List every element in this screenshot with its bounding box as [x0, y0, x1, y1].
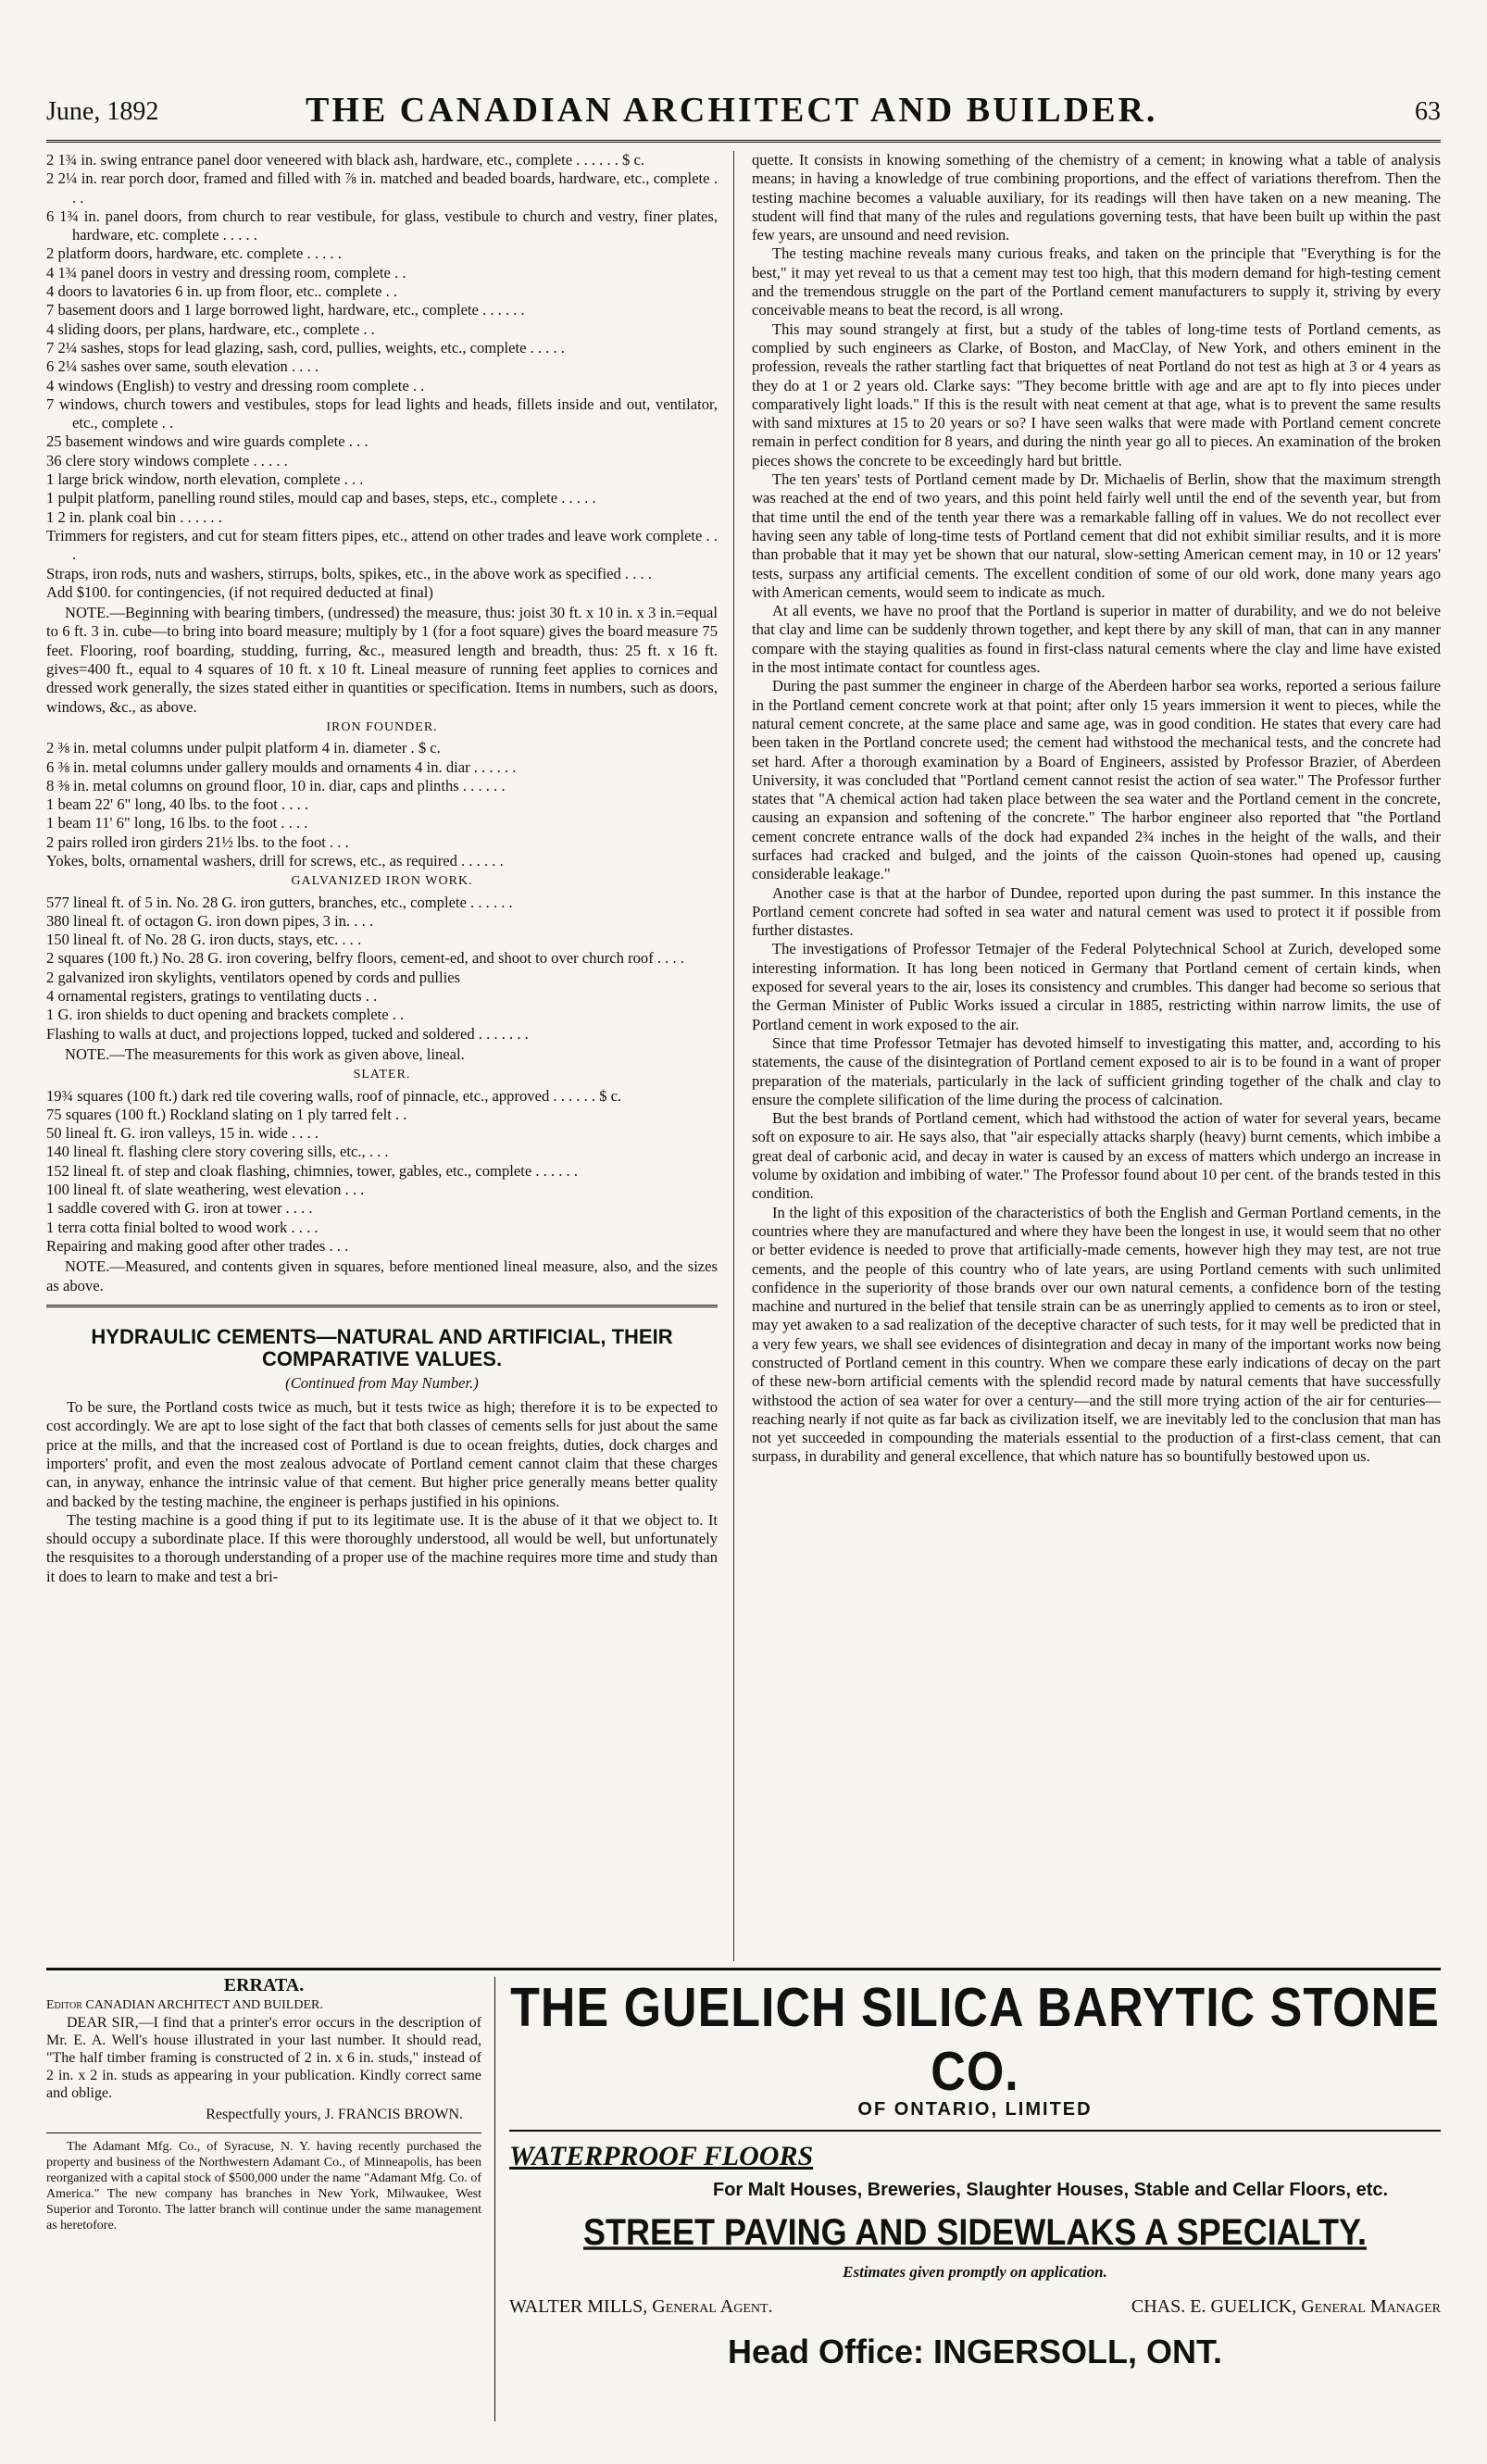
spec-line: 380 lineal ft. of octagon G. iron down pipes, 3 in. . . . [46, 911, 374, 930]
ad-rule [509, 2130, 1441, 2132]
spec-line: 6 2¼ sashes over same, south elevation . . . . [46, 357, 319, 376]
spec-line: 2 galvanized iron skylights, ventilators opened by cords and pullies [46, 968, 461, 986]
errata-editor: Editor CANADIAN ARCHITECT AND BUILDER. [46, 1998, 323, 2012]
ad-uses: For Malt Houses, Breweries, Slaughter Houses, Stable and Cellar Floors, etc. [713, 2180, 1389, 2200]
article-paragraph: The testing machine is a good thing if put to its legitimate use. It is the abuse of it that we object to. It should occupy a subordinate place. If this were thoroughly understood, all would be well, but unfortunately the resquisites to a thorough understanding of a proper use of the machine requires more time and study than it does to learn to make and test a bri- [46, 1510, 718, 1585]
article-paragraph: At all events, we have no proof that the Portland is superior in matter of durability, and we do not beleive that clay and lime can be suddenly thrown together, and kept there by any skill of man, that can in any manner compare with the staying qualities as found in first-class natural cements where the clay and lime have existed in the most intimate contact for countless ages. [752, 602, 1441, 677]
spec-line: 2 pairs rolled iron girders 21½ lbs. to the foot . . . [46, 832, 349, 851]
guelich-advertisement [509, 1977, 1441, 2421]
ad-company-name: THE GUELICH SILICA BARYTIC STONE CO. [510, 1977, 1440, 2103]
spec-line: Repairing and making good after other trades . . . [46, 1236, 349, 1255]
spec-line: 6 ⅜ in. metal columns under gallery moulds and ornaments 4 in. diar . . . . . . [46, 757, 517, 776]
page-header [46, 88, 1441, 144]
article-paragraph: To be sure, the Portland costs twice as much, but it tests twice as high; therefore it is to be expected to cost accordingly. We are apt to lose sight of the fact that both classes of cements sells for just about the same price at the mills, and that the increased cost of Portland is due to ocean freights, duties, dock charges and importers' profit, and even the most zealous advocate of Portland cement cannot claim that these charges can, in anyway, enhance the intrinsic value of that cement. But higher price generally means better quality and backed by the testing machine, the engineer is perhaps justified in his opinions. [46, 1398, 718, 1510]
spec-line: 75 squares (100 ft.) Rockland slating on 1 ply tarred felt . . [46, 1105, 407, 1123]
spec-line: 1 beam 11' 6" long, 16 lbs. to the foot . . . . [46, 814, 308, 832]
right-column [752, 151, 1441, 1961]
ad-street-paving: STREET PAVING AND SIDEWLAKS A SPECIALTY. [582, 2210, 1368, 2253]
spec-line: 2 2¼ in. rear porch door, framed and filled with ⅞ in. matched and beaded boards, hardware, etc., complete . . . [46, 169, 718, 206]
bottom-rule [46, 1968, 1441, 1970]
spec-line: 4 sliding doors, per plans, hardware, etc., complete . . [46, 319, 375, 338]
spec-line: 1 G. iron shields to duct opening and brackets complete . . [46, 1006, 405, 1024]
ad-waterproof-floors: WATERPROOF FLOORS [509, 2141, 814, 2171]
iron-founder-heading: IRON FOUNDER. [326, 719, 438, 734]
spec-line: 7 basement doors and 1 large borrowed light, hardware, etc., complete . . . . . . [46, 301, 525, 319]
galvanized-note: NOTE.—The measurements for this work as given above, lineal. [65, 1044, 465, 1063]
spec-line: 50 lineal ft. G. iron valleys, 15 in. wide . . . . [46, 1124, 319, 1143]
spec-line: 25 basement windows and wire guards complete . . . [46, 432, 369, 451]
article-paragraph: The investigations of Professor Tetmajer of the Federal Polytechnical School at Zurich, developed some interesting information. It has long been noticed in Germany that Portland cement of certain kinds, when exposed for several years to the air, loses its consistency and crumbles. This danger had become so serious that the German Minister of Public Works issued a circular in 1885, restricting within narrow limits, the use of Portland cement in work exposed to the air. [752, 940, 1441, 1033]
article-paragraph: During the past summer the engineer in charge of the Aberdeen harbor sea works, reported a serious failure in the Portland cement concrete work at that point; after only 15 years immersion it went to pieces, while the natural cement concrete, at the same place and same age, was in good condition. He states that every care had been taken in the Portland concrete used; the cement had withstood the mechanical tests, and the concrete had set hard. After a thorough examination by a Board of Engineers, assisted by Professor Brazier, of Aberdeen University, it was concluded that "Portland cement cannot resist the action of sea water." The Professor further states that "A chemical action had taken place between the sea water and the Portland cement in the concrete, causing an expansion and softening of the concrete." The harbor engineer also reported that "the Portland cement concrete entrance walls of the dock had expanded 2¾ inches in the height of the walls, and their surfaces had cracked and bulged, and the joints of the caisson Quoin-stones had opened up, causing considerable leakage." [752, 677, 1441, 883]
ad-agents [509, 2296, 1441, 2318]
spec-line: Trimmers for registers, and cut for steam fitters pipes, etc., attend on other trades and leave work complete . . . [46, 526, 718, 564]
carpentry-note: NOTE.—Beginning with bearing timbers, (undressed) the measure, thus: joist 30 ft. x 10 in. x 3 in.=equal to 6 ft. 3 in. cube—to bring into board measure; multiply by 1 (for a foot square) gives the board measure 75 feet. Flooring, roof boarding, studding, furring, &c., measured length and breadth, thus: 25 ft. x 16 ft. gives=400 ft., equal to 4 squares of 10 ft. x 10 ft. Lineal measure of running feet applies to cornices and dressed work generally, the sizes stated either in quantities or specification. Items in numbers, such as doors, windows, &c., as above. [46, 604, 718, 716]
left-column [46, 151, 718, 1961]
spec-line: 1 terra cotta finial bolted to wood work . . . . [46, 1218, 319, 1236]
article-subtitle: (Continued from May Number.) [285, 1373, 479, 1392]
spec-line: 2 1¾ in. swing entrance panel door veneered with black ash, hardware, etc., complete . . . . . . $ c. [46, 151, 645, 169]
spec-line: 100 lineal ft. of slate weathering, west elevation . . . [46, 1181, 365, 1199]
slater-note: NOTE.—Measured, and contents given in squares, before mentioned lineal measure, also, and the sizes as above. [46, 1257, 718, 1295]
spec-line: 2 ⅜ in. metal columns under pulpit platform 4 in. diameter . $ c. [46, 739, 441, 757]
spec-line: 1 saddle covered with G. iron at tower . . . . [46, 1199, 313, 1218]
spec-line: Add $100. for contingencies, (if not required deducted at final) [46, 582, 433, 601]
article-paragraph: Since that time Professor Tetmajer has devoted himself to investigating this matter, and, according to his statements, the cause of the disintegration of Portland cement exposed to air is to be found in a want of proper preparation of the materials, particularly in the lack of sufficient grinding together of the chalk and clay to ensure the complete silification of the lime during the process of calcination. [752, 1033, 1441, 1108]
spec-line: 2 platform doors, hardware, etc. complete . . . . . [46, 244, 342, 263]
spec-line: 19¾ squares (100 ft.) dark red tile covering walls, roof of pinnacle, etc., approved . . . . . . $ c. [46, 1086, 622, 1105]
publication-title: THE CANADIAN ARCHITECT AND BUILDER. [306, 91, 1158, 130]
newspaper-page [46, 88, 1441, 2431]
spec-line: 4 1¾ panel doors in vestry and dressing room, complete . . [46, 263, 406, 281]
adamant-notice: The Adamant Mfg. Co., of Syracuse, N. Y. having recently purchased the property and business of the Northwestern Adamant Co., of Minneapolis, has been reorganized with a capital stock of $500,000 under the name "Adamant Mfg. Co. of America." The new company has branches in New York, Milwaukee, West Superior and Toronto. The latter branch will continue under the same management as heretofore. [46, 2140, 481, 2233]
article-paragraph: The ten years' tests of Portland cement made by Dr. Michaelis of Berlin, show that the maximum strength was reached at the end of two years, and this point held fairly well until the end of the seventh year, but from that time until the end of the tenth year there was a remarkable falling off in values. We do not recollect ever having seen any table of long-time tests of Portland cement that did not exhibit similiar results, and it is more than probable that it may yet be shown that our natural, slow-setting American cement may, in 10 or 12 years' tests, surpass any artificial cements. The excellent condition of some of our old work, done many years ago with American cements, would seem to indicate as much. [752, 470, 1441, 601]
slater-heading: SLATER. [353, 1068, 411, 1082]
spec-line: Straps, iron rods, nuts and washers, stirrups, bolts, spikes, etc., in the above work as specified . . . . [46, 564, 652, 582]
spec-line: 4 doors to lavatories 6 in. up from floor, etc.. complete . . [46, 282, 398, 301]
spec-line: 1 large brick window, north elevation, complete . . . [46, 470, 364, 489]
spec-line: 1 beam 22' 6" long, 40 lbs. to the foot . . . . [46, 795, 309, 814]
errata-title: ERRATA. [223, 1975, 305, 1995]
errata-body: DEAR SIR,—I find that a printer's error occurs in the description of Mr. E. A. Well's house illustrated in your last number. It should read, "The half timber framing is constructed of 2 in. x 6 in. studs," instead of 2 in. x 2 in. studs as appearing in your publication. Kindly correct same and oblige. [46, 2015, 481, 2101]
header-rule [46, 140, 1441, 143]
slater-spec-list [46, 1087, 718, 1257]
spec-line: 36 clere story windows complete . . . . . [46, 451, 288, 469]
spec-line: 4 windows (English) to vestry and dressing room complete . . [46, 376, 425, 394]
ad-divider [494, 1977, 495, 2421]
column-divider [733, 151, 734, 1961]
spec-line: 4 ornamental registers, gratings to ventilating ducts . . [46, 987, 378, 1006]
spec-line: 7 2¼ sashes, stops for lead glazing, sash, cord, pullies, weights, etc., complete . . . . . [46, 338, 565, 356]
errata-box [46, 1977, 481, 2421]
article-paragraph: In the light of this exposition of the characteristics of both the English and German Portland cements, in the countries where they are manufactured and where they have been the longest in use, it would seem that no other or better evidence is needed to prove that artificially-made cements, however high they may test, are not true cements, and the people of this country who of late years, are using Portland cements with such unlimited confidence in the superiority of those brands over our own natural cements, a confidence born of the testing machine and nurtured in the belief that tensile strain can be as unerringly applied to cements as to iron or steel, may yet awaken to a sad realization of the deceptive character of such tests, for it may well be predicted that in a very few years, we shall see evidences of disintegration and decay in many of the important works now being constructed of Portland cement in this country. When we compare these early indications of decay on the part of these new-born artificial cements with the splendid record made by natural cements that have successfully withstood the action of sea water for over a century—and the still more trying action of the air for centuries—reaching nearly if not quite as far back as civilization itself, we are inevitably led to the conclusion that man has not yet succeeded in compounding the materials essential to the production of a first-class cement, that can surpass, in durability and general excellence, that which nature has so bountifully bestowed upon us. [752, 1203, 1441, 1466]
section-rule [46, 1305, 718, 1307]
page-number: 63 [1415, 97, 1441, 126]
ad-head-office: Head Office: INGERSOLL, ONT. [727, 2333, 1223, 2370]
spec-line: 7 windows, church towers and vestibules, stops for lead lights and heads, fillets inside and out, ventilator, etc., complete . . [46, 394, 718, 432]
ad-estimates: Estimates given promptly on application. [843, 2263, 1107, 2281]
spec-line: 8 ⅜ in. metal columns on ground floor, 10 in. diar, caps and plinths . . . . . . [46, 776, 506, 794]
article-paragraph: The testing machine reveals many curious freaks, and taken on the principle that "Everything is for the best," it may yet reveal to us that a cement may test too high, that this modern demand for high-testing cement and the tremendous struggle on the part of the Portland cement manufacturers to supply it, striving by every conceivable means to beat the record, is all wrong. [752, 244, 1441, 319]
errata-signature: Respectfully yours, J. FRANCIS BROWN. [206, 2107, 463, 2122]
spec-line: 577 lineal ft. of 5 in. No. 28 G. iron gutters, branches, etc., complete . . . . . . [46, 893, 513, 911]
spec-line: Yokes, bolts, ornamental washers, drill for screws, etc., as required . . . . . . [46, 851, 504, 869]
spec-line: 152 lineal ft. of step and cloak flashing, chimnies, tower, gables, etc., complete . . . . . . [46, 1161, 578, 1180]
spec-line: 1 pulpit platform, panelling round stiles, mould cap and bases, steps, etc., complete . . . . . [46, 489, 596, 507]
galvanized-iron-heading: GALVANIZED IRON WORK. [291, 874, 473, 889]
ad-general-agent: WALTER MILLS, General Agent. [509, 2296, 773, 2317]
galvanized-spec-list [46, 894, 718, 1044]
issue-date: June, 1892 [46, 97, 159, 126]
iron-spec-list [46, 739, 718, 870]
spec-line: Flashing to walls at duct, and projections lopped, tucked and soldered . . . . . . . [46, 1024, 529, 1043]
spec-line: 1 2 in. plank coal bin . . . . . . [46, 507, 222, 526]
spec-line: 140 lineal ft. flashing clere story covering sills, etc., . . . [46, 1143, 389, 1161]
article-paragraph: This may sound strangely at first, but a study of the tables of long-time tests of Portland cements, as complied by such engineers as Clarke, of Boston, and MacClay, of New York, and others eminent in the profession, reveals the rather startling fact that briquettes of neat Portland do not test as high at 3 or 4 years as they do at 1 or 2 years old. Clarke says: "They become brittle with age and are apt to fly into pieces under comparatively light loads." If this is the result with neat cement at that age, what is to prevent the same results with sand mixtures at 15 to 20 years or so? I have seen walks that were made with Portland cement concrete remain in perfect condition for 8 years, and during the ninth year go all to pieces. An examination of the broken pieces shows the concrete to be exceedingly hard but brittle. [752, 319, 1441, 469]
article-paragraph: But the best brands of Portland cement, which had withstood the action of water for several years, became soft on exposure to air. He says also, that "air especially attacks sharply (heavy) burnt cements, which imbibe a great deal of carbonic acid, and decay in water is caused by an excess of matters which undergo an increase in volume by oxidation and imbibing of water." The Professor found about 10 per cent. of the brands tested in this condition. [752, 1109, 1441, 1203]
spec-line: 2 squares (100 ft.) No. 28 G. iron covering, belfry floors, cement-ed, and shoot to over church roof . . . . [46, 949, 684, 968]
article-paragraph: Another case is that at the harbor of Dundee, reported upon during the past summer. In this instance the Portland cement concrete had softed in sea water and natural cement was used to protect it if possible from further distastes. [752, 883, 1441, 940]
ad-general-manager: CHAS. E. GUELICK, General Manager [1131, 2296, 1441, 2317]
article-paragraph: quette. It consists in knowing something of the chemistry of a cement; in knowing what a table of analysis means; in having a knowledge of true combining proportions, and the effect of variations therefrom. Then the testing machine becomes a valuable auxiliary, for its readings will then have taken on a new meaning. The student will find that many of the rules and regulations governing tests, that have been built up within the past few years, are unsound and need revision. [752, 151, 1441, 244]
article-title: HYDRAULIC CEMENTS—NATURAL AND ARTIFICIAL, THEIR COMPARATIVE VALUES. [91, 1324, 673, 1370]
spec-line: 150 lineal ft. of No. 28 G. iron ducts, stays, etc. . . . [46, 931, 362, 949]
carpentry-spec-list [46, 151, 718, 602]
spec-line: 6 1¾ in. panel doors, from church to rear vestibule, for glass, vestibule to church and vestry, finer plates, hardware, etc. complete . . . . . [46, 206, 718, 244]
ad-company-subtitle: OF ONTARIO, LIMITED [857, 2099, 1093, 2120]
